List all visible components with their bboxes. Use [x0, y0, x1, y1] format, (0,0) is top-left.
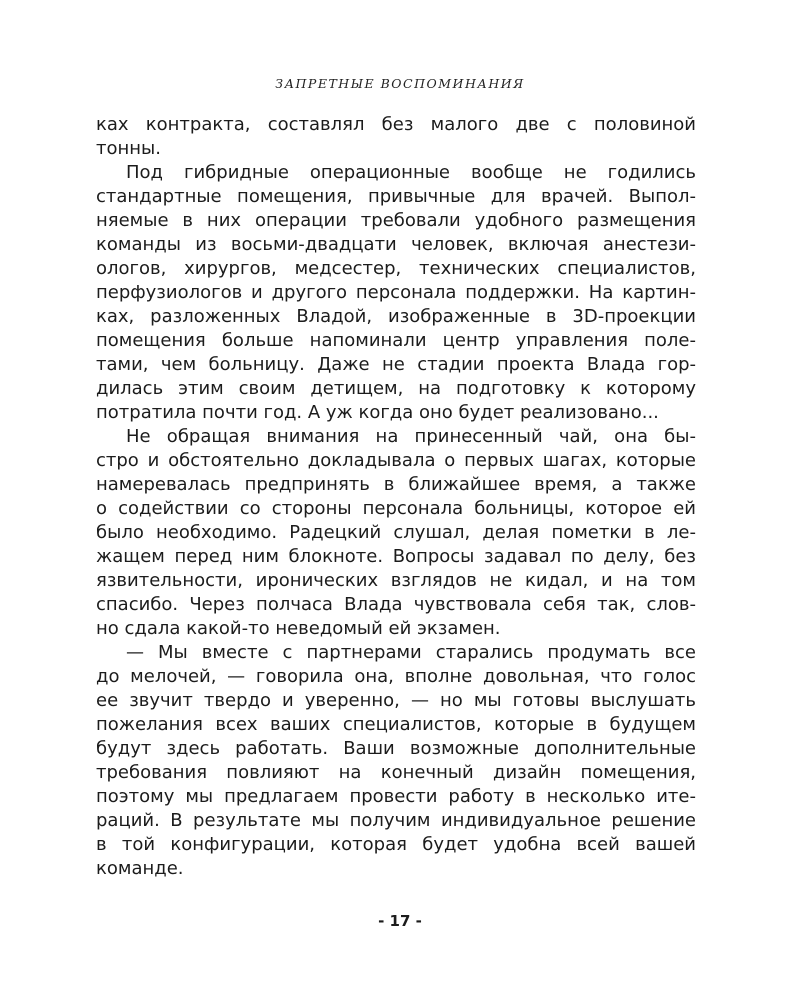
paragraph-first-line: Не обращая внимания на принесенный чай, она бы-	[126, 426, 696, 447]
text-line: раций. В результате мы получим индивидуальное решение	[96, 810, 696, 831]
text-line: было необходимо. Радецкий слушал, делая пометки в ле-	[96, 522, 696, 543]
text-line: тонны.	[96, 138, 161, 159]
text-line: но сдала какой-то неведомый ей экзамен.	[96, 618, 501, 639]
text-line: ее звучит твердо и уверенно, — но мы готовы выслушать	[96, 690, 696, 711]
text-line: о содействии со стороны персонала больницы, которое ей	[96, 498, 696, 519]
text-line: помещения больше напоминали центр управления поле-	[96, 330, 696, 351]
text-line: в той конфигурации, которая будет удобна всей вашей	[96, 834, 696, 855]
text-line: ологов, хирургов, медсестер, технических специалистов,	[96, 258, 696, 279]
text-line: тами, чем больницу. Даже не стадии проекта Влада гор-	[96, 354, 696, 375]
text-line: язвительности, иронических взглядов не кидал, и на том	[96, 570, 696, 591]
text-line: будут здесь работать. Ваши возможные дополнительные	[96, 738, 696, 759]
body-text	[96, 113, 696, 881]
text-line: поэтому мы предлагаем провести работу в несколько ите-	[96, 786, 696, 807]
text-line: спасибо. Через полчаса Влада чувствовала себя так, слов-	[96, 594, 696, 615]
text-line: пожелания всех ваших специалистов, которые в будущем	[96, 714, 696, 735]
running-head: ЗАПРЕТНЫЕ ВОСПОМИНАНИЯ	[275, 76, 525, 91]
text-line: стандартные помещения, привычные для врачей. Выпол-	[96, 186, 696, 207]
text-line: ках контракта, составлял без малого две с половиной	[96, 114, 696, 135]
text-line: команды из восьми-двадцати человек, включая анестези-	[96, 234, 696, 255]
text-line: жащем перед ним блокноте. Вопросы задавал по делу, без	[96, 546, 696, 567]
text-line: дилась этим своим детищем, на подготовку к которому	[96, 378, 696, 399]
text-line: ках, разложенных Владой, изображенные в 3D-проекции	[96, 306, 696, 327]
text-line: требования повлияют на конечный дизайн помещения,	[96, 762, 696, 783]
text-line: команде.	[96, 858, 184, 879]
paragraph-first-line: — Мы вместе с партнерами старались продумать все	[126, 642, 696, 663]
text-line: перфузиологов и другого персонала поддержки. На картин-	[96, 282, 696, 303]
text-line: намеревалась предпринять в ближайшее время, а также	[96, 474, 696, 495]
text-line: потратила почти год. А уж когда оно будет реализовано...	[96, 402, 659, 423]
text-line: до мелочей, — говорила она, вполне довольная, что голос	[96, 666, 696, 687]
text-line: няемые в них операции требовали удобного размещения	[96, 210, 696, 231]
text-line: стро и обстоятельно докладывала о первых шагах, которые	[96, 450, 696, 471]
paragraph-first-line: Под гибридные операционные вообще не годились	[126, 162, 696, 183]
page-number: - 17 -	[378, 912, 422, 930]
